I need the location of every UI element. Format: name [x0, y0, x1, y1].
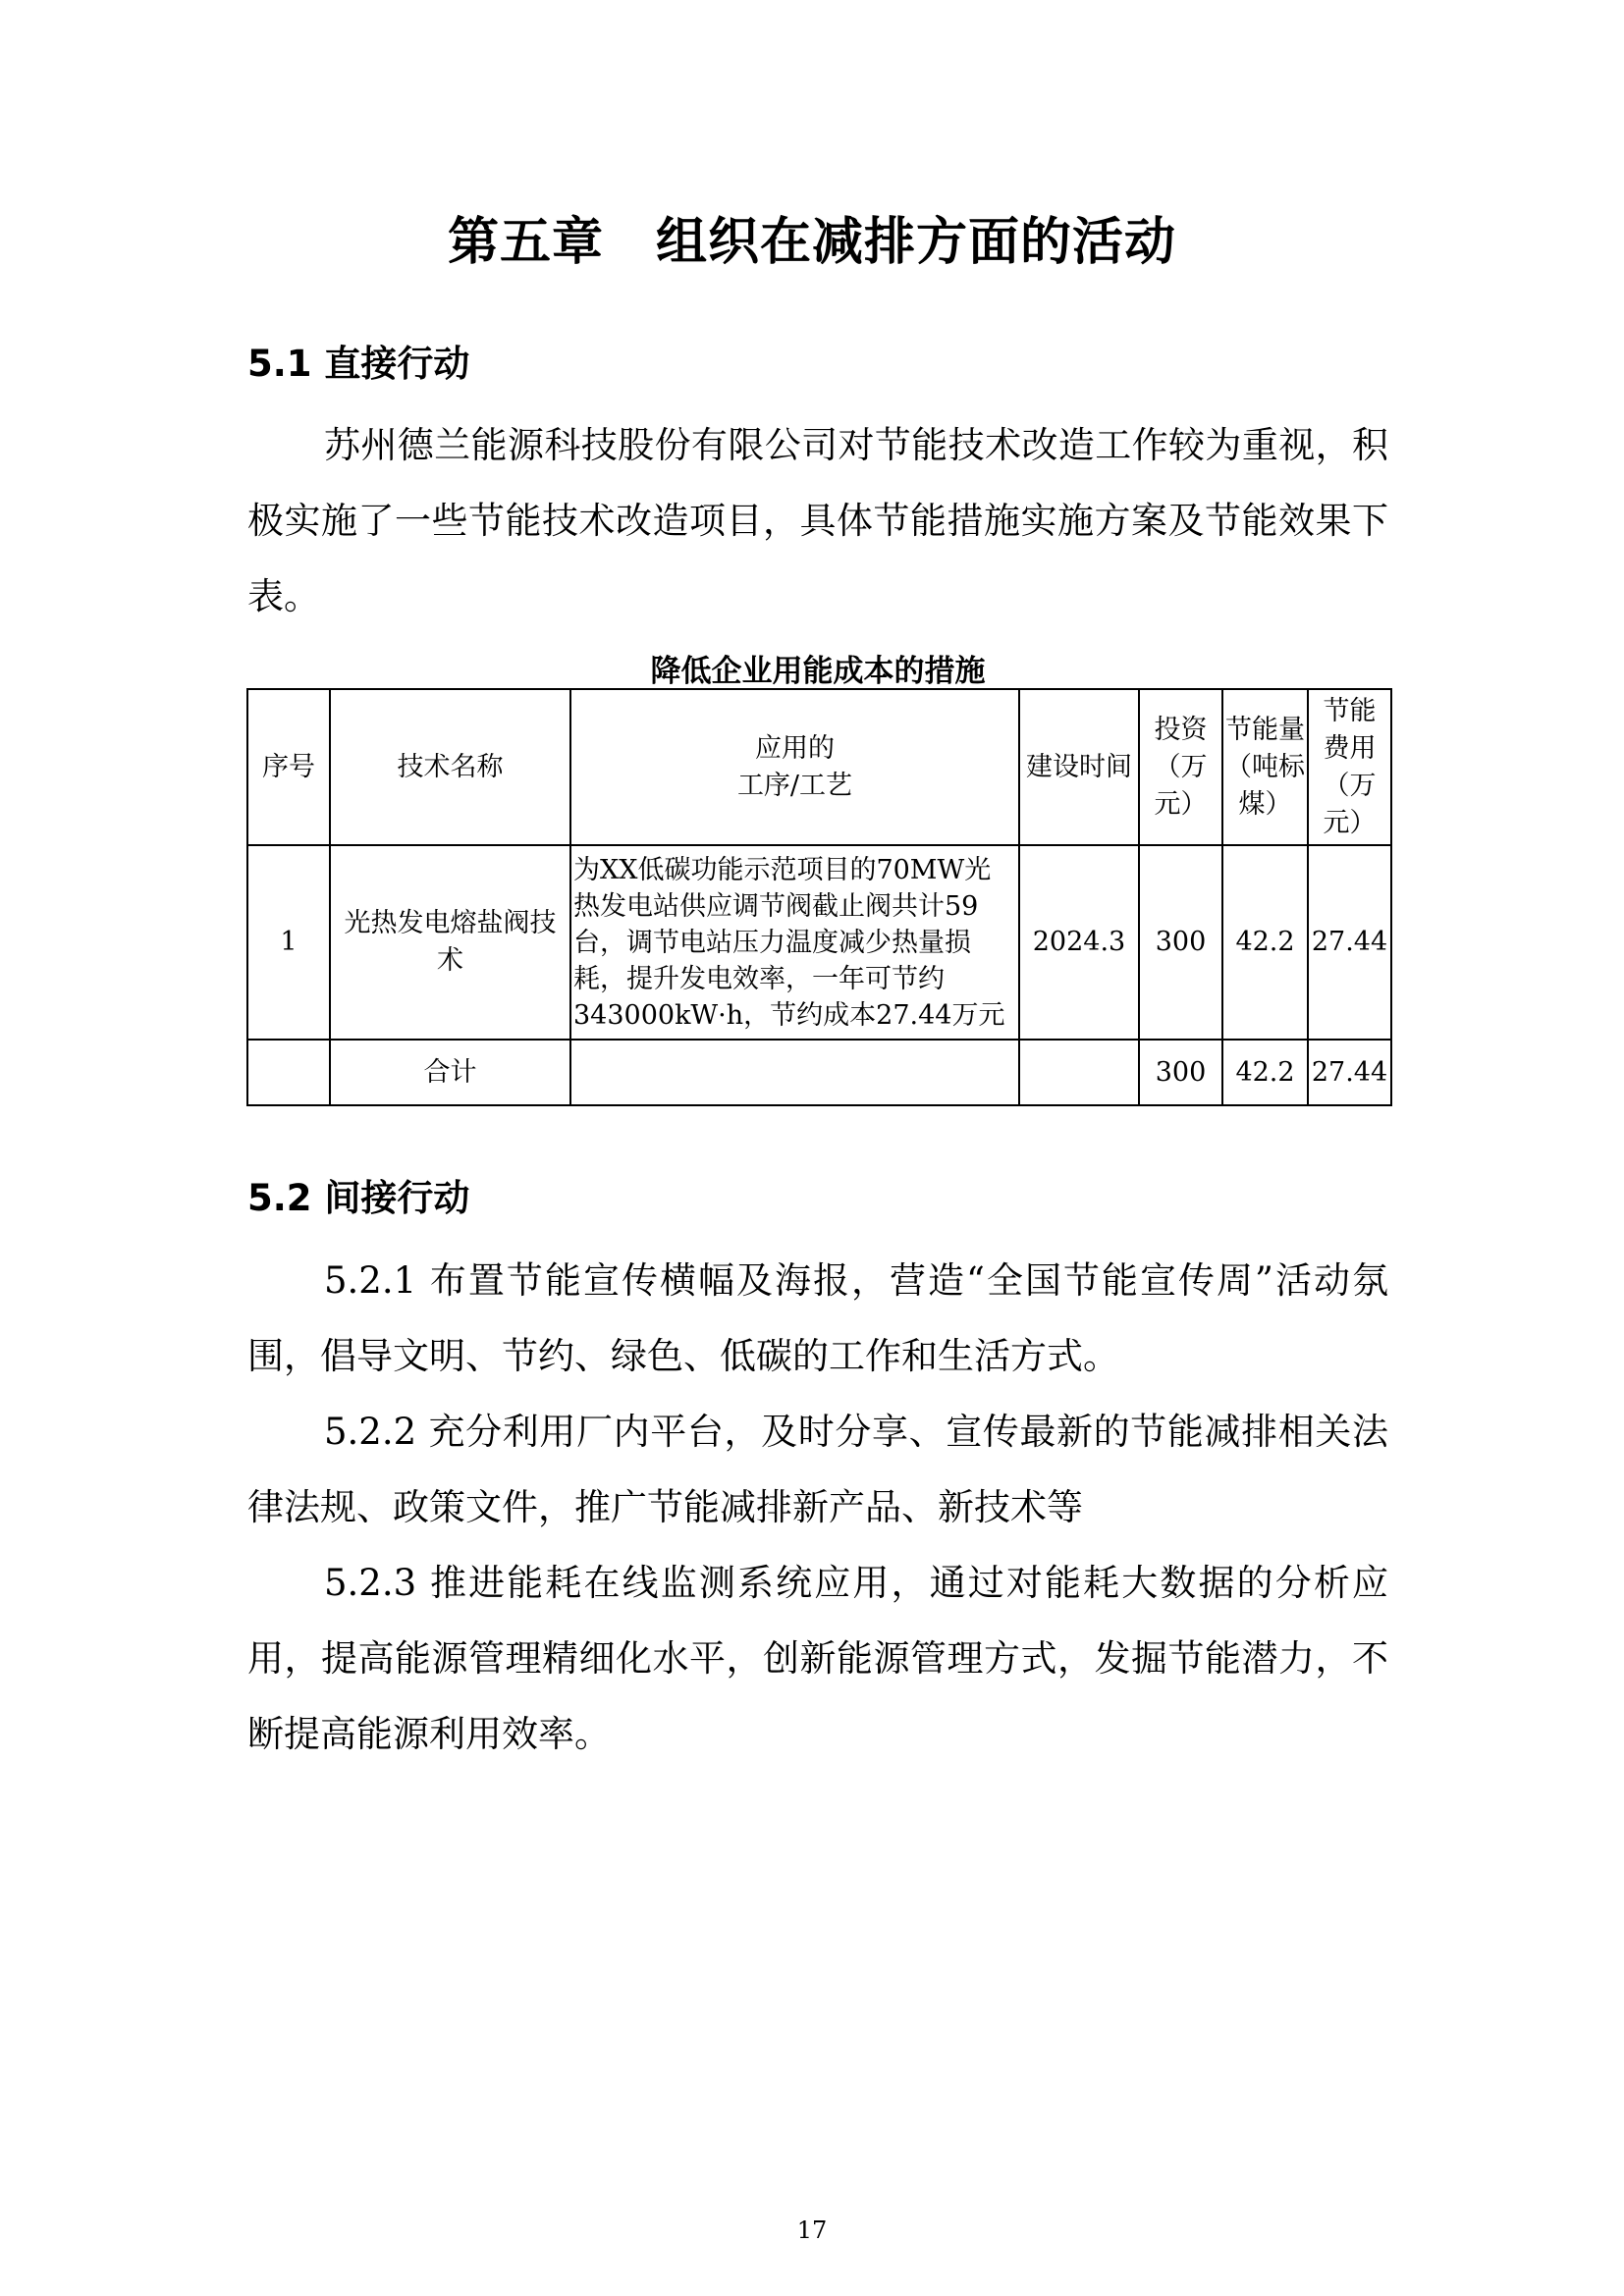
chapter-title: 第五章 组织在减排方面的活动	[447, 213, 1176, 272]
cell-investment: 300	[1139, 845, 1222, 1040]
section-heading-indirect-actions: 5.2 间接行动	[247, 1177, 470, 1219]
total-investment: 300	[1139, 1040, 1222, 1105]
table-row	[247, 845, 1391, 1040]
header-process: 应用的 工序/工艺	[570, 689, 1019, 845]
cell-cost-saved: 27.44	[1308, 845, 1391, 1040]
header-build-time: 建设时间	[1019, 689, 1139, 845]
cell-process: 为XX低碳功能示范项目的70MW光热发电站供应调节阀截止阀共计59台，调节电站压力温度减少热量损耗，提升发电效率，一年可节约343000kW·h，节约成本27.44万元	[570, 845, 1019, 1040]
table-header-row	[247, 689, 1391, 845]
header-tech-name: 技术名称	[330, 689, 570, 845]
table-caption: 降低企业用能成本的措施	[650, 654, 986, 689]
intro-paragraph: 苏州德兰能源科技股份有限公司对节能技术改造工作较为重视，积极实施了一些节能技术改造项目，具体节能措施实施方案及节能效果下表。	[247, 424, 1388, 617]
paragraph-5-2-1: 5.2.1 布置节能宣传横幅及海报，营造“全国节能宣传周”活动氛围，倡导文明、节约、绿色、低碳的工作和生活方式。	[247, 1259, 1388, 1377]
header-no: 序号	[247, 689, 330, 845]
total-build-time-empty	[1019, 1040, 1139, 1105]
total-energy-saved: 42.2	[1222, 1040, 1308, 1105]
total-process-empty	[570, 1040, 1019, 1105]
paragraph-5-2-2: 5.2.2 充分利用厂内平台，及时分享、宣传最新的节能减排相关法律法规、政策文件，推广节能减排新产品、新技术等	[247, 1411, 1388, 1528]
table-total-row	[247, 1040, 1391, 1105]
cell-no: 1	[247, 845, 330, 1040]
page-number: 17	[796, 2216, 828, 2244]
energy-measures-table	[246, 688, 1392, 1106]
cell-tech-name: 光热发电熔盐阀技术	[330, 845, 570, 1040]
paragraph-5-2-3: 5.2.3 推进能耗在线监测系统应用，通过对能耗大数据的分析应用，提高能源管理精细化水平，创新能源管理方式，发掘节能潜力，不断提高能源利用效率。	[247, 1562, 1388, 1755]
header-energy-saved: 节能量（吨标煤）	[1222, 689, 1308, 845]
total-label: 合计	[330, 1040, 570, 1105]
total-cost-saved: 27.44	[1308, 1040, 1391, 1105]
cell-energy-saved: 42.2	[1222, 845, 1308, 1040]
header-cost-saved: 节能费用（万元）	[1308, 689, 1391, 845]
section-heading-direct-actions: 5.1 直接行动	[247, 343, 470, 385]
header-investment: 投资（万元）	[1139, 689, 1222, 845]
cell-build-time: 2024.3	[1019, 845, 1139, 1040]
total-no-empty	[247, 1040, 330, 1105]
